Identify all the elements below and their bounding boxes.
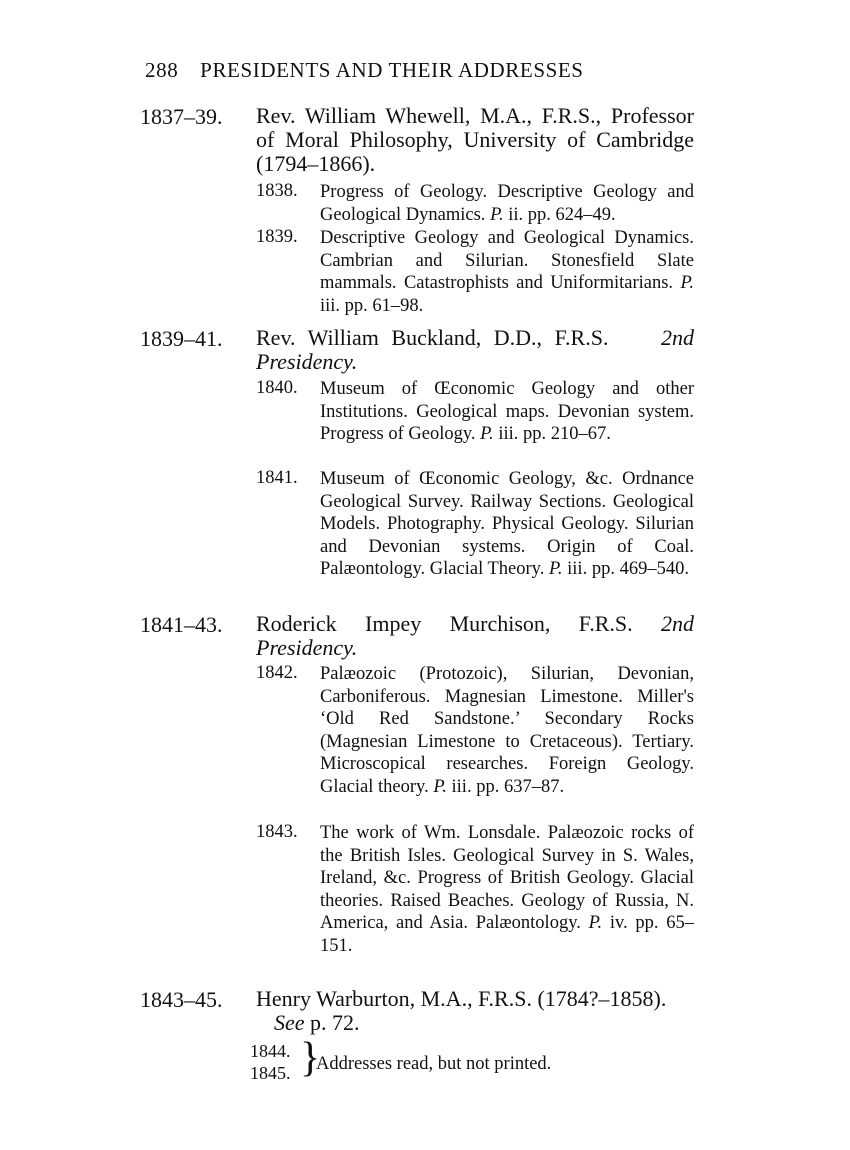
address-text: Descriptive Geology and Geological Dynamics. Cambrian and Silurian. Stonesfield Slate mammals. Catastrophists and Uniformitarians. P. iii. pp. 61–98. [320, 228, 694, 316]
address-year: 1839. [256, 227, 298, 247]
address-year: 1838. [256, 181, 298, 201]
term-years: 1841–43. [140, 612, 223, 637]
address-year: 1842. [256, 663, 298, 683]
address-text: Museum of Œconomic Geology, &c. Ordnance Geological Survey. Railway Sections. Geological Models. Photography. Physical Geology. Silurian and Devonian systems. Origin of Coal. Palæontology. Glacial Theory. P. iii. pp. 469–540. [320, 469, 694, 580]
president-name: Rev. William Whewell, M.A., F.R.S., Professor of Moral Philosophy, University of Cambridge (1794–1866). [256, 103, 694, 176]
page-title: PRESIDENTS AND THEIR ADDRESSES [200, 58, 584, 82]
address-year: 1843. [256, 822, 298, 842]
address-year: 1844. [250, 1041, 291, 1061]
address-text: Progress of Geology. Descriptive Geology and Geological Dynamics. P. ii. pp. 624–49. [320, 182, 694, 225]
see-reference: p. 72. [304, 1010, 360, 1035]
unprinted-years [250, 1040, 291, 1084]
address-year: 1840. [256, 378, 298, 398]
presidency-note: 2nd Presidency. [256, 611, 694, 660]
unprinted-note: Addresses read, but not printed. [316, 1054, 552, 1074]
address-text: Palæozoic (Protozoic), Silurian, Devonian, Carboniferous. Magnesian Limestone. Miller's ‘Old Red Sandstone.’ Secondary Rocks (Magnesian Limestone to Cretaceous). Tertiary. Microscopical researches. Foreign Geology. Glacial theory. P. iii. pp. 637–87. [320, 664, 694, 797]
see-reference-word: See [274, 1010, 305, 1035]
unprinted-addresses [250, 1035, 750, 1090]
running-head [145, 58, 584, 83]
president-name: Rev. William Buckland, D.D., F.R.S. 2nd Presidency. [256, 325, 695, 374]
president-name: Roderick Impey Murchison, F.R.S. 2nd Presidency. [256, 611, 694, 660]
curly-brace-icon: } [300, 1035, 321, 1081]
term-years: 1837–39. [140, 104, 223, 129]
president-name: Henry Warburton, M.A., F.R.S. (1784?–1858). See p. 72. [256, 986, 667, 1035]
address-year: 1845. [250, 1063, 291, 1083]
page-number: 288 [145, 58, 179, 82]
address-year: 1841. [256, 468, 298, 488]
presidency-note: 2nd Presidency. [256, 325, 695, 374]
address-text: Museum of Œconomic Geology and other Institutions. Geological maps. Devonian system. Progress of Geology. P. iii. pp. 210–67. [320, 379, 694, 445]
term-years: 1839–41. [140, 326, 223, 351]
term-years: 1843–45. [140, 987, 223, 1012]
address-text: The work of Wm. Lonsdale. Palæozoic rocks of the British Isles. Geological Survey in S. Wales, Ireland, &c. Progress of British Geology. Glacial theories. Raised Beaches. Geology of Russia, N. America, and Asia. Palæontology. P. iv. pp. 65–151. [320, 823, 694, 956]
